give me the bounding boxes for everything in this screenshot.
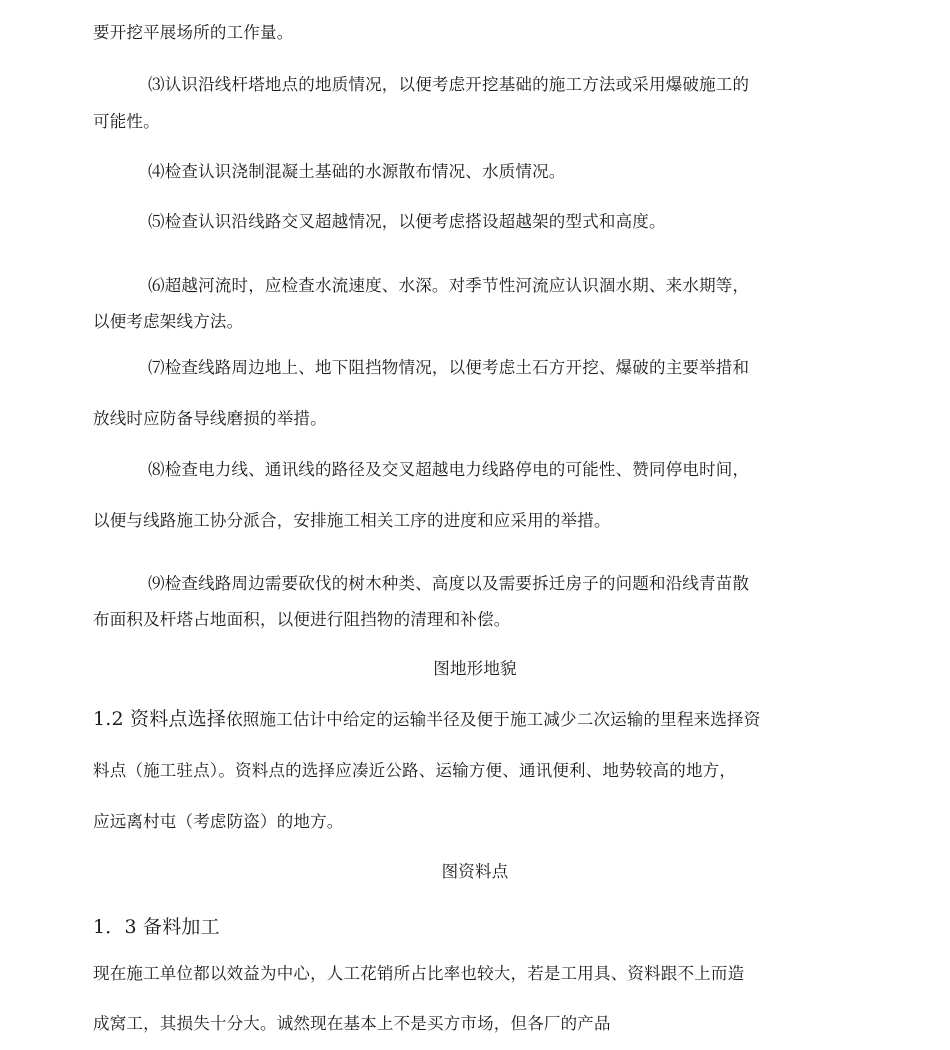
section-1-2-line-3: 应远离村屯（考虑防盗）的地方。 [93, 812, 344, 831]
section-1-3-line-2: 成窝工，其损失十分大。诚然现在基本上不是买方市场，但各厂的产品 [93, 1014, 611, 1033]
section-1-2-text: 依照施工估计中给定的运输半径及便于施工减少二次运输的里程来选择资 [226, 710, 761, 729]
section-1-2-line-2: 料点（施工驻点）。资料点的选择应凑近公路、运输方便、通讯便利、地势较高的地方， [93, 761, 737, 780]
item-9-line-1: ⑼检查线路周边需要砍伐的树木种类、高度以及需要拆迁房子的问题和沿线青苗散 [148, 574, 750, 593]
item-4: ⑷检查认识浇制混凝土基础的水源散布情况、水质情况。 [148, 162, 566, 181]
text-line: 要开挖平展场所的工作量。 [93, 23, 294, 42]
section-1-2-line-1 [93, 707, 853, 732]
item-6-line-1: ⑹超越河流时，应检查水流速度、水深。对季节性河流应认识涸水期、来水期等， [148, 276, 750, 295]
section-1-3-title: 1．3 备料加工 [93, 916, 220, 938]
figure-caption-terrain: 图地形地貌 [433, 659, 517, 678]
section-1-3-line-1: 现在施工单位都以效益为中心，人工花销所占比率也较大，若是工用具、资料跟不上而造 [93, 964, 745, 983]
item-3-line-1: ⑶认识沿线杆塔地点的地质情况，以便考虑开挖基础的施工方法或采用爆破施工的 [148, 75, 750, 94]
item-6-line-2: 以便考虑架线方法。 [93, 312, 244, 331]
item-5: ⑸检查认识沿线路交叉超越情况，以便考虑搭设超越架的型式和高度。 [148, 212, 666, 231]
item-7-line-2: 放线时应防备导线磨损的举措。 [93, 409, 327, 428]
item-8-line-1: ⑻检查电力线、通讯线的路径及交叉超越电力线路停电的可能性、赞同停电时间， [148, 460, 750, 479]
item-9-line-2: 布面积及杆塔占地面积，以便进行阻挡物的清理和补偿。 [93, 610, 511, 629]
item-3-line-2: 可能性。 [93, 112, 160, 131]
item-7-line-1: ⑺检查线路周边地上、地下阻挡物情况，以便考虑土石方开挖、爆破的主要举措和 [148, 358, 750, 377]
figure-caption-material-point: 图资料点 [441, 862, 509, 881]
item-8-line-2: 以便与线路施工协分派合，安排施工相关工序的进度和应采用的举措。 [93, 511, 611, 530]
section-1-2-title: 1.2 资料点选择 [93, 708, 227, 730]
